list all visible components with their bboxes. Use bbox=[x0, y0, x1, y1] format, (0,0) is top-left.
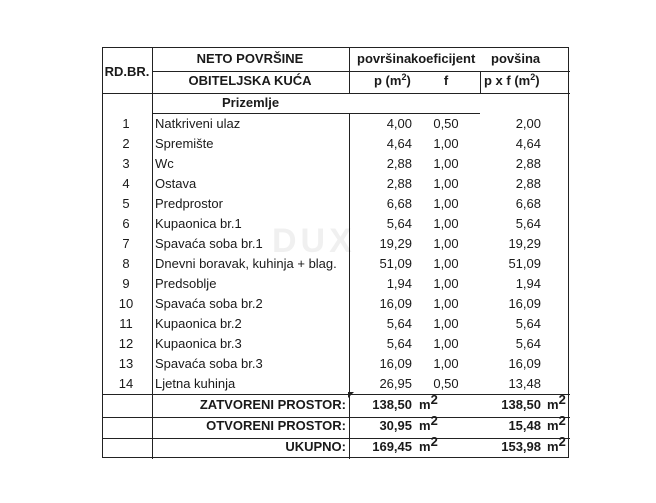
room-net-area: 4,64 bbox=[515, 136, 541, 151]
total-net-area: 15,48 bbox=[508, 418, 541, 433]
row-number: 6 bbox=[122, 216, 130, 231]
room-net-area: 2,00 bbox=[515, 116, 541, 131]
total-net-area: 153,98 bbox=[501, 439, 541, 454]
room-area: 16,09 bbox=[379, 296, 412, 311]
room-name: Kupaonica br.2 bbox=[155, 316, 242, 331]
table-subtitle: OBITELJSKA KUĆA bbox=[188, 73, 312, 88]
row-number: 8 bbox=[122, 256, 130, 271]
room-coef: 1,00 bbox=[433, 216, 459, 231]
room-coef: 1,00 bbox=[433, 236, 459, 251]
room-net-area: 2,88 bbox=[515, 176, 541, 191]
room-net-area: 16,09 bbox=[508, 296, 541, 311]
room-net-area: 5,64 bbox=[515, 316, 541, 331]
room-coef: 1,00 bbox=[433, 356, 459, 371]
total-area: 169,45 bbox=[372, 439, 412, 454]
row-number: 7 bbox=[122, 236, 130, 251]
col-no-header: RD.BR. bbox=[104, 64, 150, 79]
row-number: 5 bbox=[122, 196, 130, 211]
room-name: Spavaća soba br.2 bbox=[155, 296, 263, 311]
row-number: 10 bbox=[118, 296, 134, 311]
room-name: Kupaonica br.3 bbox=[155, 336, 242, 351]
watermark: DUX bbox=[272, 222, 356, 260]
row-number: 12 bbox=[118, 336, 134, 351]
room-name: Ljetna kuhinja bbox=[155, 376, 236, 391]
room-name: Predprostor bbox=[155, 196, 223, 211]
total-net-unit: $m^2$ bbox=[547, 434, 566, 454]
corner-mark bbox=[348, 392, 354, 398]
room-area: 4,64 bbox=[386, 136, 412, 151]
row-number: 9 bbox=[122, 276, 130, 291]
row-number: 2 bbox=[122, 136, 130, 151]
total-net-unit: $m^2$ bbox=[547, 413, 566, 433]
room-name: Natkriveni ulaz bbox=[155, 116, 241, 131]
room-area: 6,68 bbox=[386, 196, 412, 211]
total-area: 30,95 bbox=[379, 418, 412, 433]
room-coef: 1,00 bbox=[433, 176, 459, 191]
unit-coef-header: f bbox=[443, 73, 449, 88]
total-label: UKUPNO: bbox=[285, 439, 346, 454]
total-area-unit: $m^2$ bbox=[419, 434, 438, 454]
total-net-area: 138,50 bbox=[501, 397, 541, 412]
room-net-area: 5,64 bbox=[515, 216, 541, 231]
room-name: Kupaonica br.1 bbox=[155, 216, 242, 231]
row-number: 3 bbox=[122, 156, 130, 171]
row-number: 13 bbox=[118, 356, 134, 371]
total-label: ZATVORENI PROSTOR: bbox=[199, 397, 346, 412]
room-area: 16,09 bbox=[379, 356, 412, 371]
col-area-header: površina bbox=[357, 51, 412, 66]
room-net-area: 2,88 bbox=[515, 156, 541, 171]
total-net-unit: $m^2$ bbox=[547, 392, 566, 412]
total-area-unit: $m^2$ bbox=[419, 392, 438, 412]
room-name: Ostava bbox=[155, 176, 197, 191]
total-label: OTVORENI PROSTOR: bbox=[206, 418, 346, 433]
grid-line bbox=[103, 93, 570, 94]
room-area: 26,95 bbox=[379, 376, 412, 391]
row-number: 4 bbox=[122, 176, 130, 191]
section-label: Prizemlje bbox=[222, 95, 280, 110]
room-net-area: 6,68 bbox=[515, 196, 541, 211]
grid-line bbox=[480, 71, 481, 93]
room-name: Spavaća soba br.3 bbox=[155, 356, 263, 371]
room-name: Spremište bbox=[155, 136, 214, 151]
room-area: 19,29 bbox=[379, 236, 412, 251]
total-area-unit: $m^2$ bbox=[419, 413, 438, 433]
col-coef-header: koeficijent bbox=[411, 51, 476, 66]
room-net-area: 1,94 bbox=[515, 276, 541, 291]
room-name: Wc bbox=[155, 156, 174, 171]
room-name: Predsoblje bbox=[155, 276, 217, 291]
room-coef: 1,00 bbox=[433, 256, 459, 271]
table-title: NETO POVRŠINE bbox=[196, 51, 304, 66]
room-area: 5,64 bbox=[386, 216, 412, 231]
room-net-area: 19,29 bbox=[508, 236, 541, 251]
room-coef: 1,00 bbox=[433, 276, 459, 291]
room-name: Spavaća soba br.1 bbox=[155, 236, 263, 251]
room-area: 2,88 bbox=[386, 156, 412, 171]
unit-area2-header: p x f $(m^2)$ bbox=[484, 72, 540, 88]
room-coef: 1,00 bbox=[433, 196, 459, 211]
room-coef: 1,00 bbox=[433, 136, 459, 151]
room-coef: 1,00 bbox=[433, 296, 459, 311]
unit-area-header: p $(m^2)$ bbox=[374, 72, 411, 88]
row-number: 1 bbox=[122, 116, 130, 131]
room-name: Dnevni boravak, kuhinja + blag. bbox=[155, 256, 337, 271]
room-net-area: 51,09 bbox=[508, 256, 541, 271]
room-coef: 1,00 bbox=[433, 316, 459, 331]
room-coef: 0,50 bbox=[433, 376, 459, 391]
row-number: 11 bbox=[119, 316, 133, 331]
room-coef: 1,00 bbox=[433, 336, 459, 351]
room-net-area: 5,64 bbox=[515, 336, 541, 351]
room-area: 51,09 bbox=[379, 256, 412, 271]
total-area: 138,50 bbox=[372, 397, 412, 412]
col-area2-header: povšina bbox=[491, 51, 541, 66]
room-net-area: 13,48 bbox=[508, 376, 541, 391]
room-coef: 0,50 bbox=[433, 116, 459, 131]
room-area: 2,88 bbox=[386, 176, 412, 191]
room-net-area: 16,09 bbox=[508, 356, 541, 371]
row-number: 14 bbox=[118, 376, 134, 391]
room-area: 1,94 bbox=[386, 276, 412, 291]
room-area: 5,64 bbox=[386, 316, 412, 331]
room-area: 4,00 bbox=[386, 116, 412, 131]
room-coef: 1,00 bbox=[433, 156, 459, 171]
room-area: 5,64 bbox=[386, 336, 412, 351]
